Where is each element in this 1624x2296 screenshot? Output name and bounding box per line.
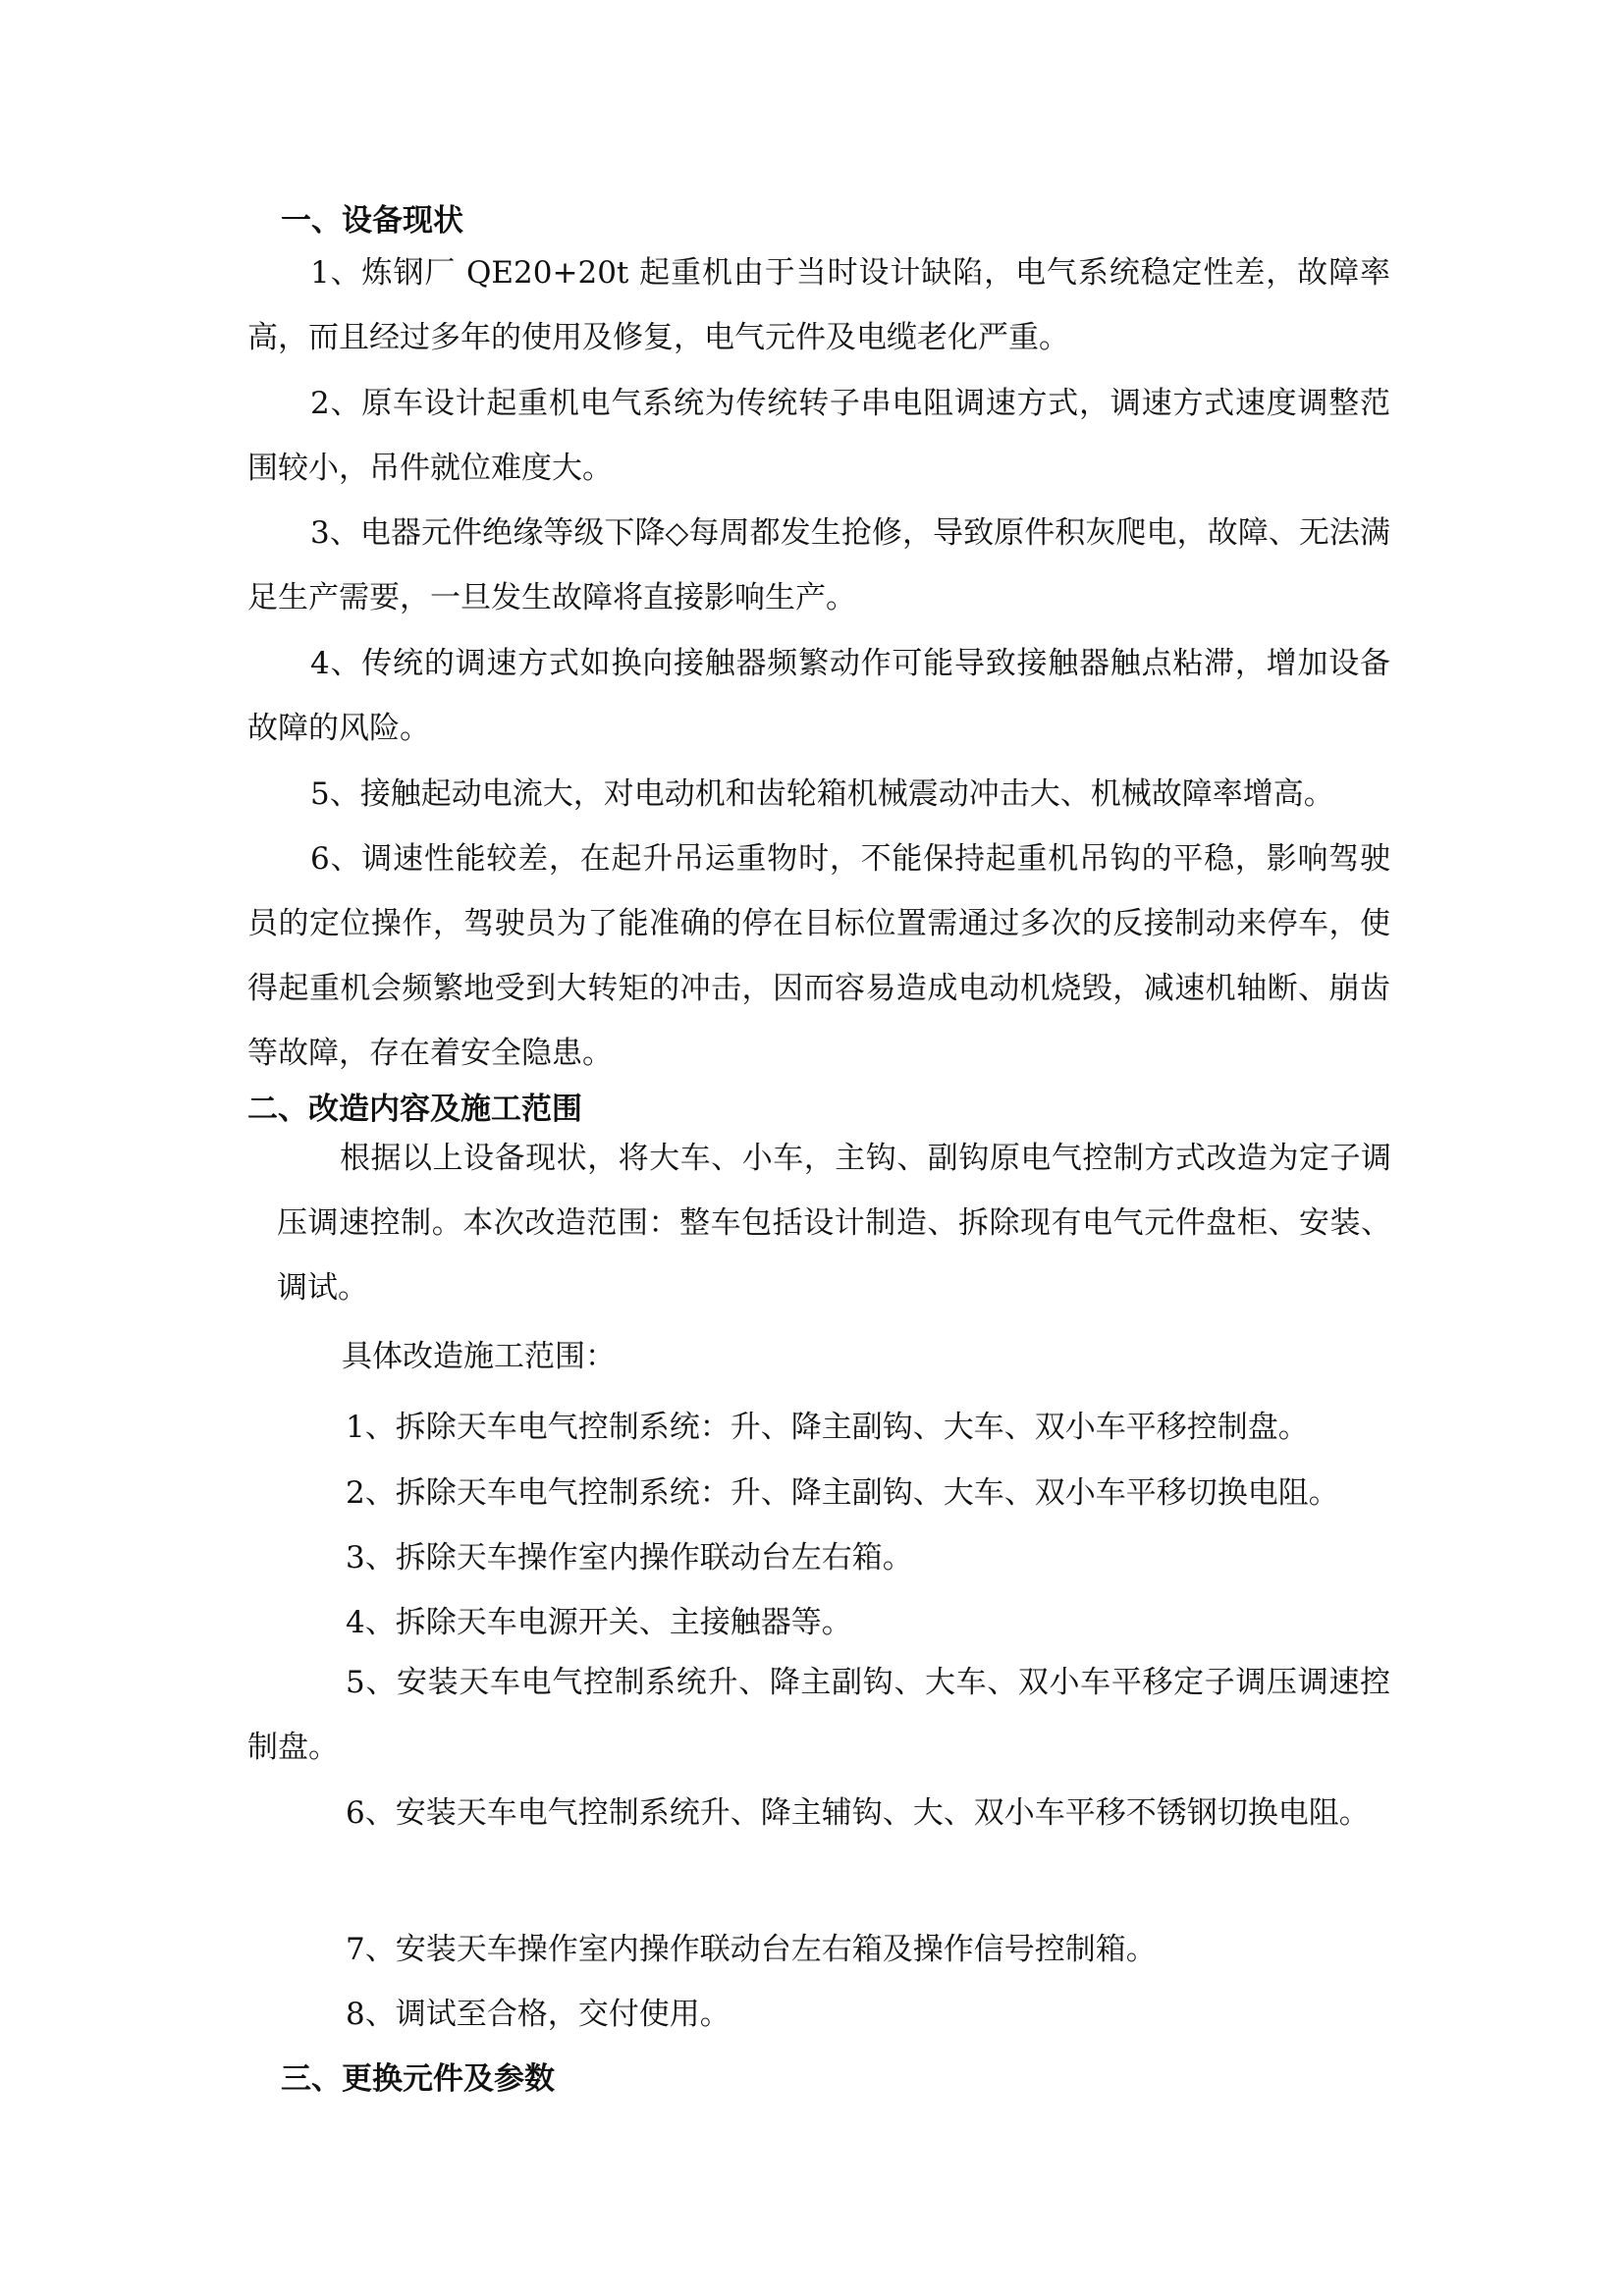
section-1-item-6: 6、调速性能较差，在起升吊运重物时，不能保持起重机吊钩的平稳，影响驾驶员的定位操作，驾驶员为了能准确的停在目标位置需通过多次的反接制动来停车，使得起重机会频繁地受到大转矩的冲击，因而容易造成电动机烧毁，减速机轴断、崩齿等故障，存在着安全隐患。 <box>247 841 1390 1071</box>
section-2-item-6: 6、安装天车电气控制系统升、降主辅钩、大、双小车平移不锈钢切换电阻。 <box>346 1795 1370 1831</box>
section-2-intro: 根据以上设备现状，将大车、小车，主钩、副钩原电气控制方式改造为定子调压调速控制。本次改造范围：整车包括设计制造、拆除现有电气元件盘柜、安装、调试。 <box>277 1141 1391 1306</box>
section-1-item-3: 3、电器元件绝缘等级下降◇每周都发生抢修，导致原件积灰爬电，故障、无法满足生产需要，一旦发生故障将直接影响生产。 <box>247 515 1390 615</box>
section-2-item-7: 7、安装天车操作室内操作联动台左右箱及操作信号控制箱。 <box>346 1932 1157 1967</box>
section-1-item-2: 2、原车设计起重机电气系统为传统转子串电阻调速方式，调速方式速度调整范围较小，吊件就位难度大。 <box>247 386 1390 486</box>
section-2-item-3: 3、拆除天车操作室内操作联动台左右箱。 <box>346 1540 913 1575</box>
section-1-item-5: 5、接触起动电流大，对电动机和齿轮箱机械震动冲击大、机械故障率增高。 <box>310 776 1334 812</box>
section-1-item-1: 1、炼钢厂 QE20+20t 起重机由于当时设计缺陷，电气系统稳定性差，故障率高，而且经过多年的使用及修复，电气元件及电缆老化严重。 <box>247 255 1390 355</box>
section-2-heading: 二、改造内容及施工范围 <box>247 1092 582 1127</box>
section-3-heading: 三、更换元件及参数 <box>281 2061 555 2097</box>
section-2-item-4: 4、拆除天车电源开关、主接触器等。 <box>346 1605 852 1640</box>
section-2-item-2: 2、拆除天车电气控制系统：升、降主副钩、大车、双小车平移切换电阻。 <box>346 1475 1339 1511</box>
section-1-item-4: 4、传统的调速方式如换向接触器频繁动作可能导致接触器触点粘滞，增加设备故障的风险。 <box>247 646 1390 746</box>
section-2-item-8: 8、调试至合格，交付使用。 <box>346 1997 731 2032</box>
section-2-scope-label: 具体改造施工范围： <box>342 1339 616 1374</box>
section-2-item-5: 5、安装天车电气控制系统升、降主副钩、大车、双小车平移定子调压调速控制盘。 <box>247 1665 1390 1765</box>
section-1-heading: 一、设备现状 <box>281 203 463 239</box>
section-2-item-1: 1、拆除天车电气控制系统：升、降主副钩、大车、双小车平移控制盘。 <box>346 1410 1309 1445</box>
